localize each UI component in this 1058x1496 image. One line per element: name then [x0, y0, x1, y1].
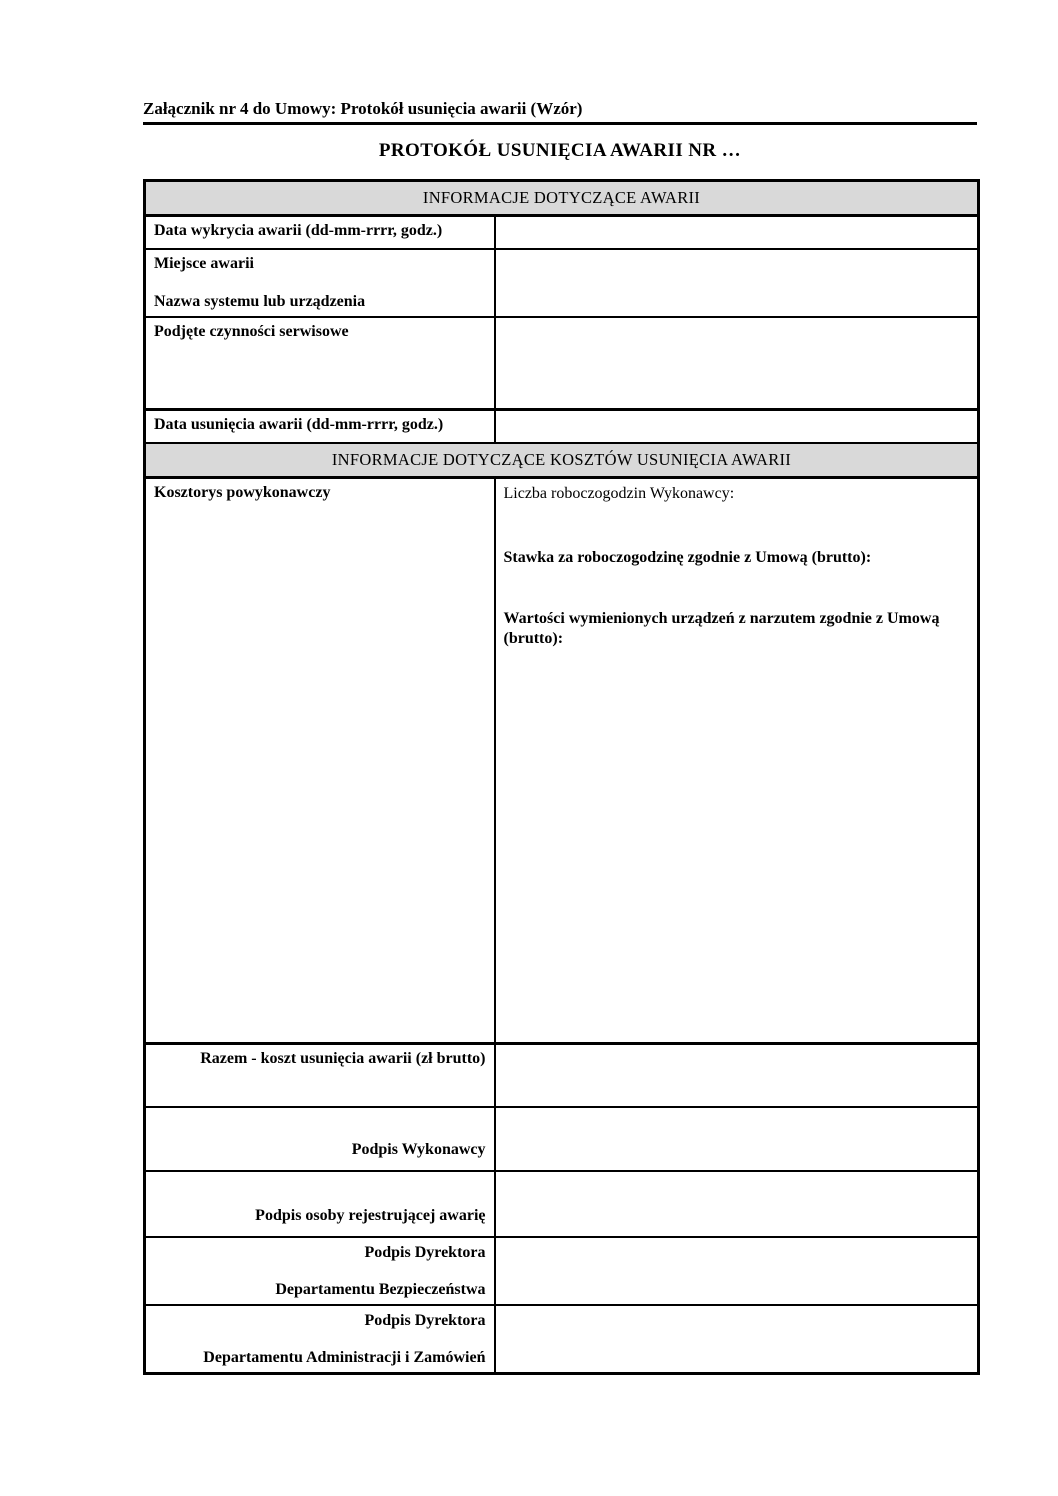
label-podpis-dyrektora-administracji — [145, 1305, 495, 1374]
table-row — [145, 249, 979, 317]
input-cell-data-usuniecia[interactable] — [495, 410, 979, 443]
input-cell-czynnosci-serwisowe[interactable] — [495, 317, 979, 410]
label-podpis-dyrektora-line: Podpis Dyrektora — [364, 1312, 486, 1329]
attachment-header: Załącznik nr 4 do Umowy: Protokół usunięcia awarii (Wzór) — [143, 99, 977, 125]
input-cell-miejsce-awarii[interactable] — [495, 249, 979, 317]
label-wartosci-urzadzen: Wartości wymienionych urządzeń z narzutem zgodnie z Umową (brutto): — [503, 609, 940, 647]
label-miejsce-line: Miejsce awarii — [154, 254, 254, 272]
table-row — [145, 317, 979, 410]
signature-cell-osoba-rejestrujaca[interactable] — [495, 1171, 979, 1237]
table-row — [145, 410, 979, 443]
document-page — [143, 0, 977, 1375]
label-stawka-roboczogodzina: Stawka za roboczogodzinę zgodnie z Umową (brutto): — [503, 548, 872, 566]
section-header-koszty: INFORMACJE DOTYCZĄCE KOSZTÓW USUNIĘCIA AWARII — [145, 443, 979, 478]
label-podpis-osoby-rejestrujacej: Podpis osoby rejestrującej awarię — [145, 1171, 495, 1237]
input-cell-koszty-wykonawcy[interactable] — [495, 477, 979, 1043]
section-row-koszty — [145, 443, 979, 478]
label-nazwa-systemu-line: Nazwa systemu lub urządzenia — [154, 292, 366, 310]
input-cell-kosztorys[interactable] — [145, 477, 495, 1043]
label-podpis-wykonawcy: Podpis Wykonawcy — [145, 1107, 495, 1171]
label-data-wykrycia: Data wykrycia awarii (dd-mm-rrrr, godz.) — [145, 216, 495, 249]
table-row — [145, 1305, 979, 1374]
input-cell-razem-koszt[interactable] — [495, 1043, 979, 1107]
table-row — [145, 1043, 979, 1107]
protocol-table — [143, 179, 980, 1375]
label-podpis-dyrektora-line: Podpis Dyrektora — [364, 1244, 486, 1261]
label-departament-bezpieczenstwa-line: Departamentu Bezpieczeństwa — [275, 1281, 486, 1298]
signature-cell-dyrektor-administracji[interactable] — [495, 1305, 979, 1374]
section-header-awaria: INFORMACJE DOTYCZĄCE AWARII — [145, 181, 979, 216]
signature-cell-wykonawca[interactable] — [495, 1107, 979, 1171]
label-departament-administracji-line: Departamentu Administracji i Zamówień — [203, 1349, 486, 1366]
label-czynnosci-serwisowe: Podjęte czynności serwisowe — [145, 317, 495, 410]
input-cell-data-wykrycia[interactable] — [495, 216, 979, 249]
label-liczba-roboczogodzin: Liczba roboczogodzin Wykonawcy: — [503, 484, 735, 502]
label-miejsce-awarii — [145, 249, 495, 317]
table-row — [145, 216, 979, 249]
signature-cell-dyrektor-bezpieczenstwa[interactable] — [495, 1237, 979, 1305]
document-title: PROTOKÓŁ USUNIĘCIA AWARII NR … — [378, 140, 742, 161]
table-row — [145, 1171, 979, 1237]
table-row — [145, 1107, 979, 1171]
label-kosztorys: Kosztorys powykonawczy — [154, 483, 331, 501]
table-row — [145, 477, 979, 1043]
label-razem-koszt: Razem - koszt usunięcia awarii (zł brutto) — [145, 1043, 495, 1107]
table-row — [145, 1237, 979, 1305]
section-row-awaria — [145, 181, 979, 216]
label-data-usuniecia: Data usunięcia awarii (dd-mm-rrrr, godz.) — [145, 410, 495, 443]
label-podpis-dyrektora-bezpieczenstwa — [145, 1237, 495, 1305]
